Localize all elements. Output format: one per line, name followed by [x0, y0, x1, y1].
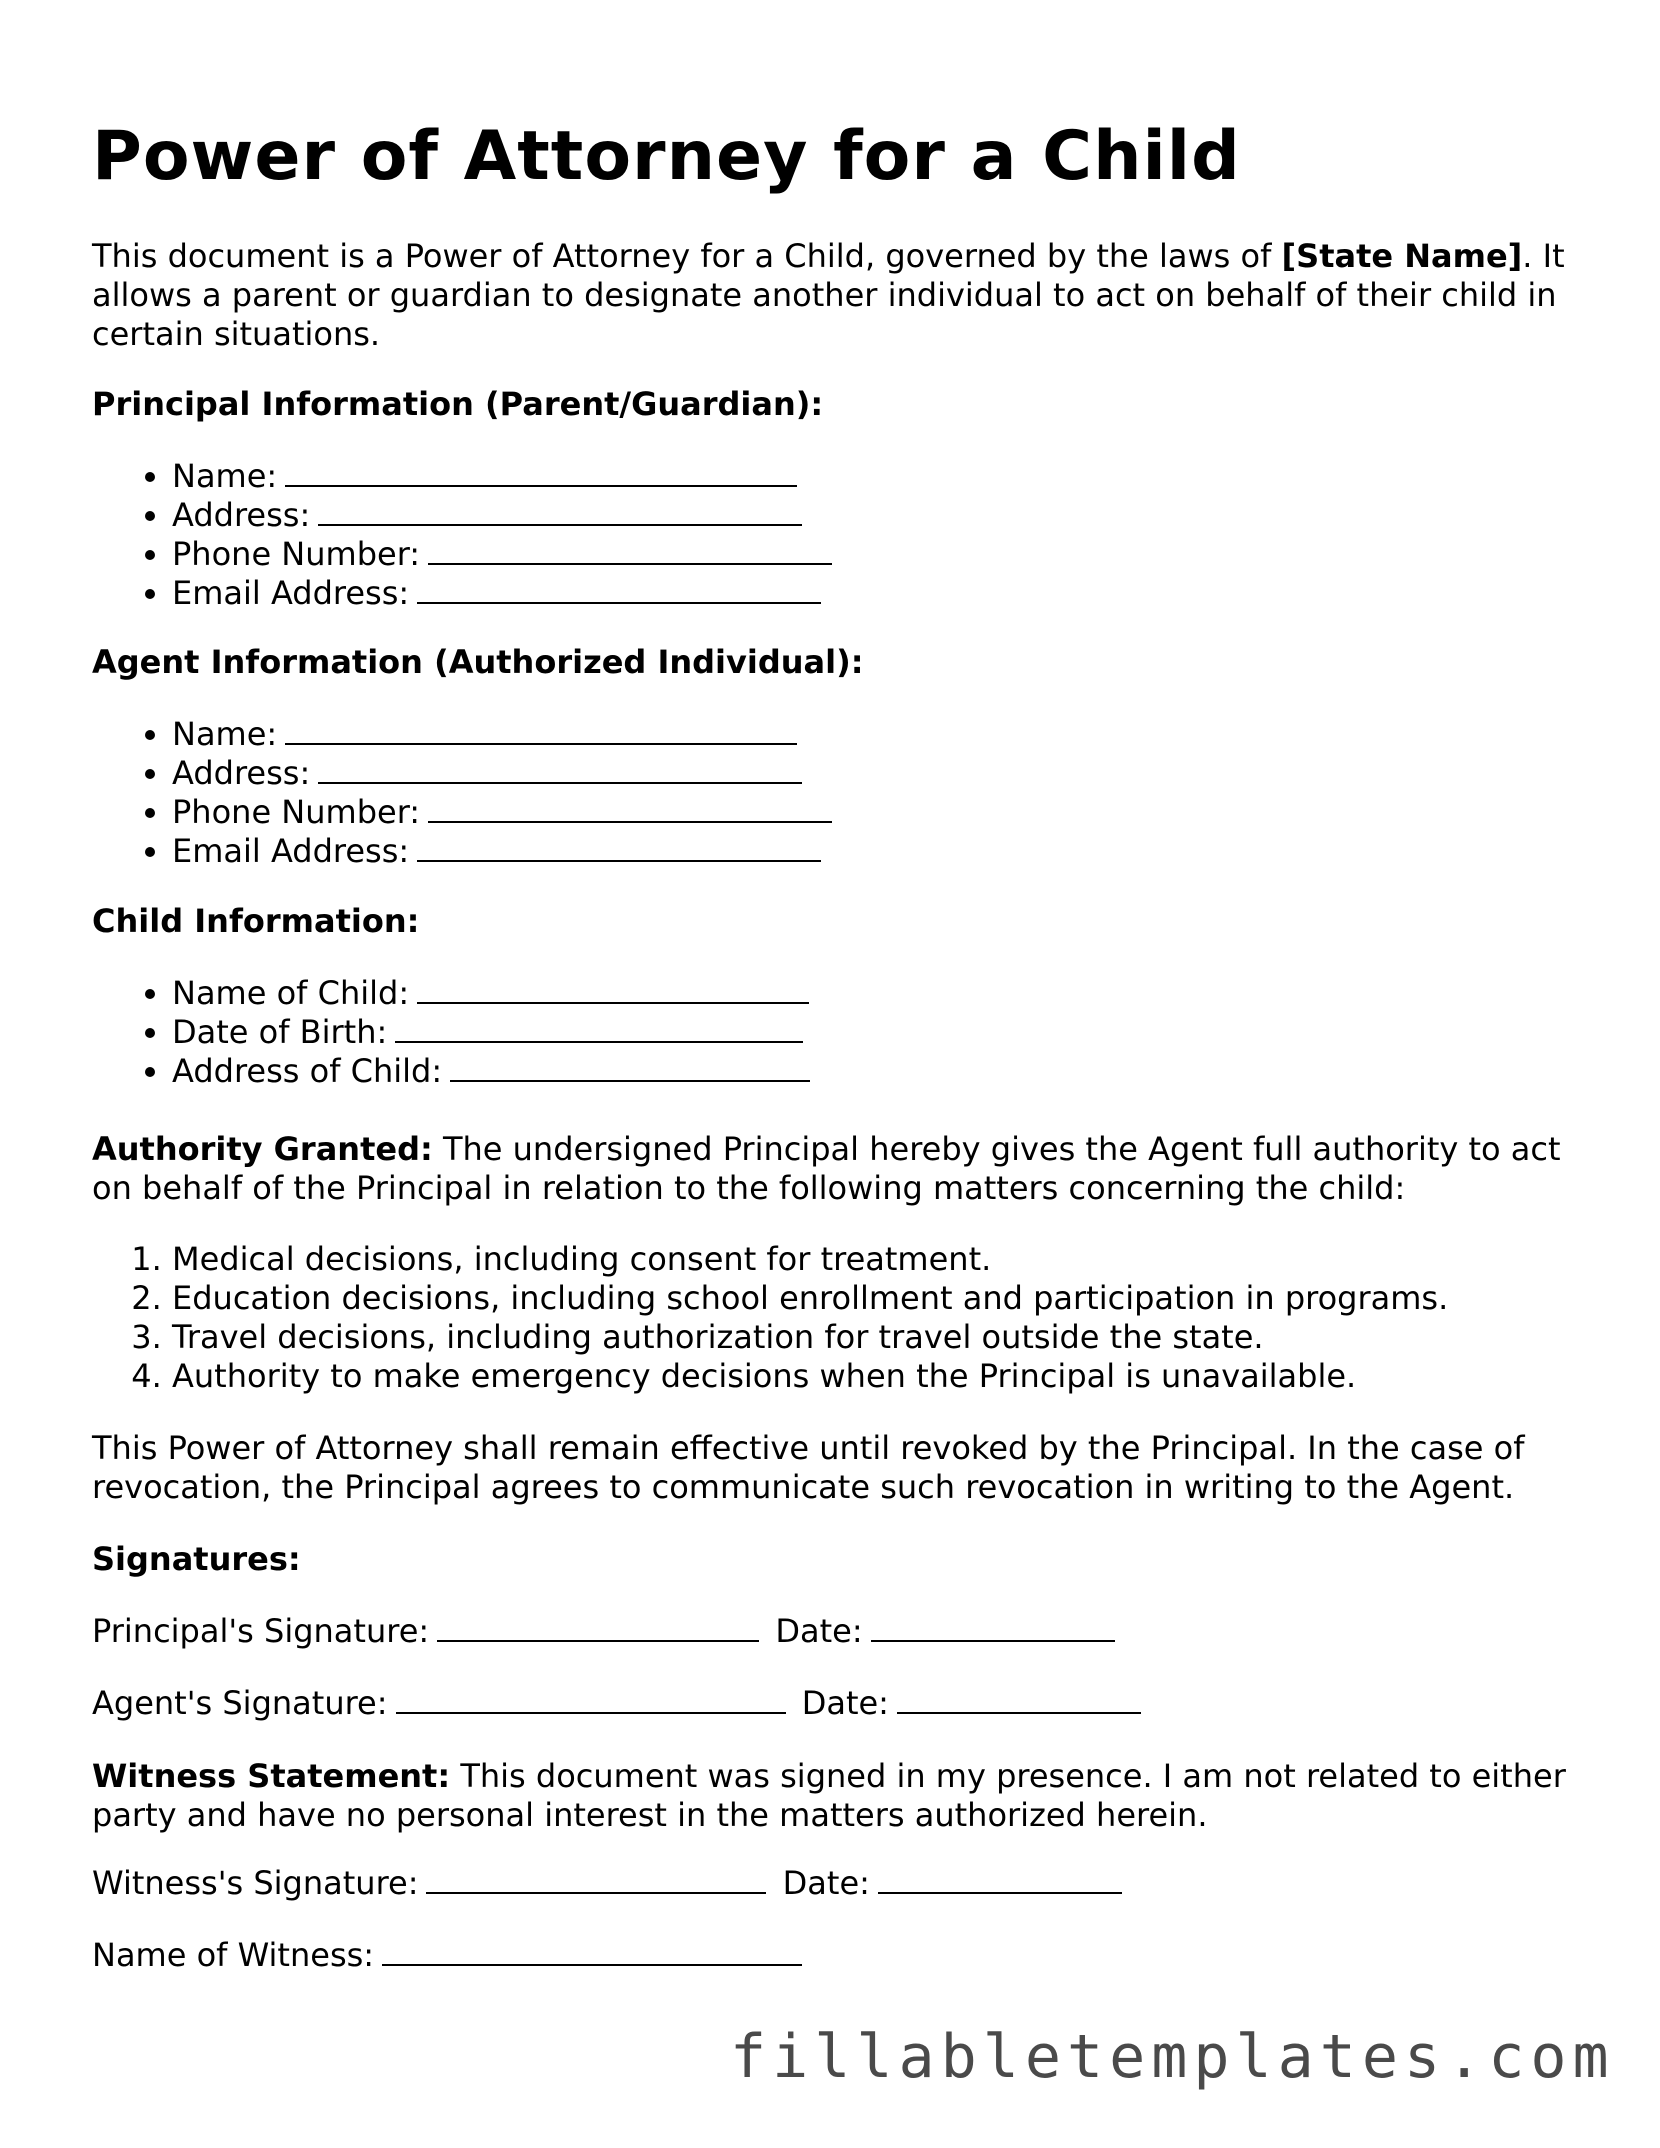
witness-paragraph [92, 1757, 1572, 1835]
principal-signature-blank[interactable] [437, 1614, 759, 1642]
intro-paragraph [92, 237, 1572, 354]
authority-list [92, 1240, 1448, 1396]
child-fields [92, 974, 810, 1091]
witness-name-blank[interactable] [382, 1938, 802, 1966]
agent-phone-blank[interactable] [428, 795, 832, 823]
principal-name-field: • Name: [172, 457, 832, 496]
agent-signature-line: Agent's Signature: Date: [92, 1684, 1141, 1723]
agent-name-field: • Name: [172, 715, 832, 754]
authority-item: 4. Authority to make emergency decisions when the Principal is unavailable. [172, 1357, 1448, 1396]
agent-heading: Agent Information (Authorized Individual): [92, 643, 864, 681]
child-dob-blank[interactable] [395, 1015, 803, 1043]
child-name-blank[interactable] [417, 976, 809, 1004]
agent-email-field: • Email Address: [172, 832, 832, 871]
authority-text: The undersigned Principal hereby gives the Agent full authority to act on behalf of the Principal in relation to the following matters concerning the child: [92, 1130, 1561, 1207]
child-dob-field: • Date of Birth: [172, 1013, 810, 1052]
child-name-field: • Name of Child: [172, 974, 810, 1013]
authority-paragraph [92, 1130, 1572, 1208]
agent-email-blank[interactable] [417, 834, 821, 862]
child-address-blank[interactable] [450, 1054, 810, 1082]
intro-after: . It allows a parent or guardian to designate another individual to act on behalf of their child in certain situations. [92, 237, 1565, 353]
page-title: Power of Attorney for a Child [92, 117, 1241, 196]
signatures-heading: Signatures: [92, 1540, 301, 1578]
principal-fields [92, 457, 832, 613]
agent-phone-field: • Phone Number: [172, 793, 832, 832]
principal-name-blank[interactable] [285, 459, 797, 487]
principal-address-blank[interactable] [318, 498, 802, 526]
agent-fields [92, 715, 832, 871]
child-heading: Child Information: [92, 902, 420, 940]
principal-address-field: • Address: [172, 496, 832, 535]
witness-label: Witness Statement: [92, 1757, 451, 1795]
agent-signature-blank[interactable] [396, 1686, 786, 1714]
authority-label: Authority Granted: [92, 1130, 433, 1168]
witness-signature-line: Witness's Signature: Date: [92, 1864, 1122, 1903]
agent-address-blank[interactable] [318, 756, 802, 784]
witness-date-blank[interactable] [878, 1866, 1122, 1894]
authority-item: 3. Travel decisions, including authorization for travel outside the state. [172, 1318, 1448, 1357]
principal-email-field: • Email Address: [172, 574, 832, 613]
state-name-placeholder: [State Name] [1281, 237, 1523, 275]
agent-address-field: • Address: [172, 754, 832, 793]
principal-phone-blank[interactable] [428, 537, 832, 565]
principal-date-blank[interactable] [871, 1614, 1115, 1642]
principal-heading: Principal Information (Parent/Guardian): [92, 385, 824, 423]
watermark: fillabletemplates.com [730, 2022, 1615, 2092]
agent-date-blank[interactable] [897, 1686, 1141, 1714]
witness-signature-blank[interactable] [426, 1866, 766, 1894]
agent-name-blank[interactable] [285, 717, 797, 745]
authority-item: 1. Medical decisions, including consent for treatment. [172, 1240, 1448, 1279]
child-address-field: • Address of Child: [172, 1052, 810, 1091]
principal-phone-field: • Phone Number: [172, 535, 832, 574]
authority-item: 2. Education decisions, including school enrollment and participation in programs. [172, 1279, 1448, 1318]
witness-text: This document was signed in my presence. I am not related to either party and have no personal interest in the matters authorized herein. [92, 1757, 1566, 1834]
intro-before: This document is a Power of Attorney for a Child, governed by the laws of [92, 237, 1282, 275]
witness-name-line: Name of Witness: [92, 1936, 802, 1975]
revocation-paragraph: This Power of Attorney shall remain effective until revoked by the Principal. In the case of revocation, the Principal agrees to communicate such revocation in writing to the Agent. [92, 1429, 1525, 1506]
principal-signature-line: Principal's Signature: Date: [92, 1612, 1115, 1651]
principal-email-blank[interactable] [417, 576, 821, 604]
